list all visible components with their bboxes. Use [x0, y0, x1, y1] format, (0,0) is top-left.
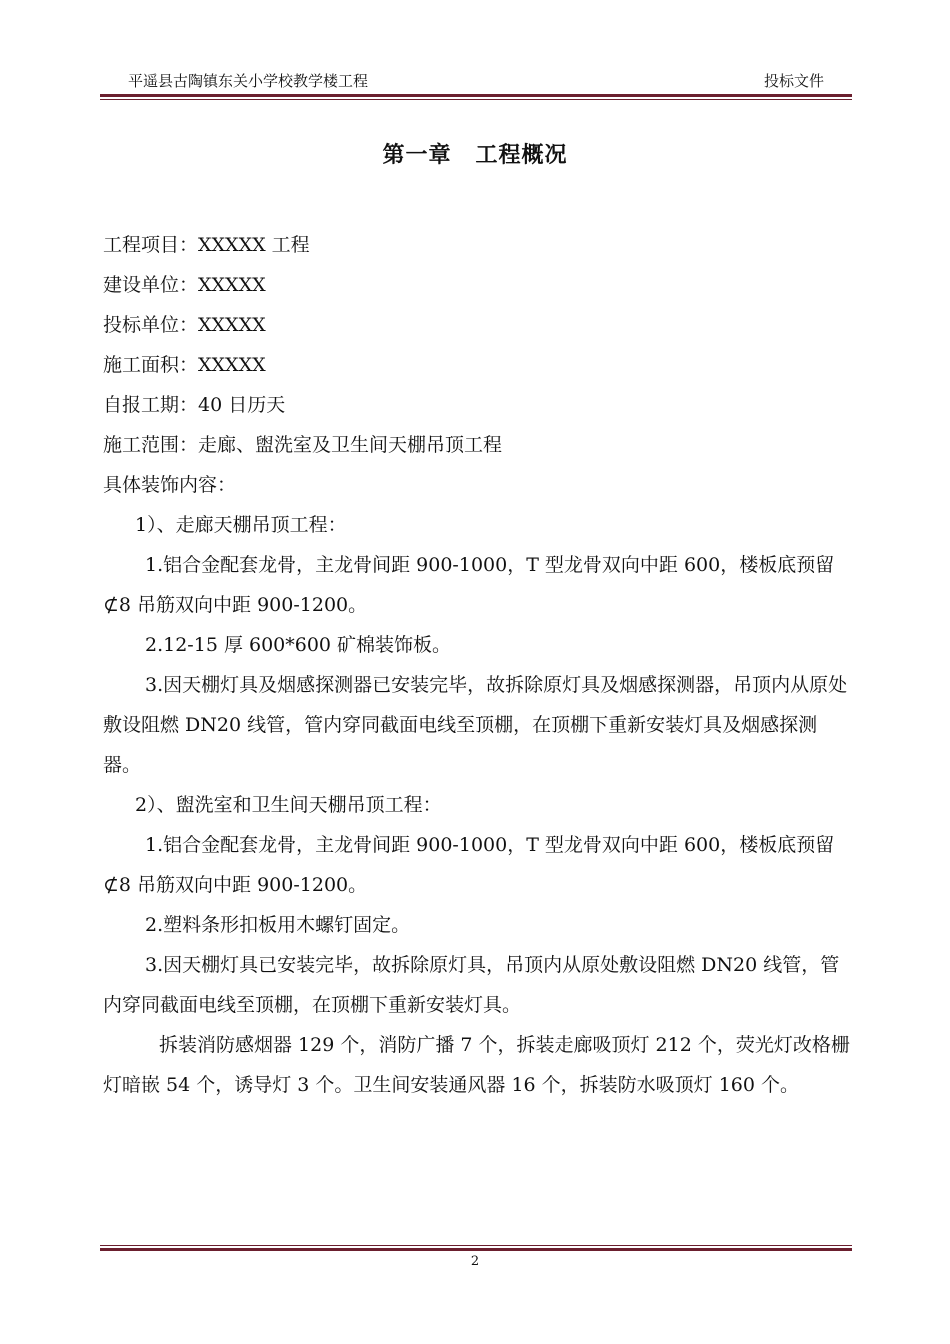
page-number: 2: [470, 1254, 480, 1269]
header-rule-thin: [100, 99, 852, 100]
footer-rule-thin: [100, 1245, 852, 1246]
section2-heading: 2）、盥洗室和卫生间天棚吊顶工程：: [135, 794, 442, 816]
header-rule-thick: [100, 94, 852, 97]
area-line: 施工面积：XXXXX: [103, 354, 266, 376]
section1-item1: 1.铝合金配套龙骨，主龙骨间距 900-1000，T 型龙骨双向中距 600，楼板底预留⊄8 吊筋双向中距 900-1200。: [103, 554, 835, 616]
section2-item2: 2.塑料条形扣板用木螺钉固定。: [145, 914, 411, 936]
section2-item1: 1.铝合金配套龙骨，主龙骨间距 900-1000，T 型龙骨双向中距 600，楼板底预留⊄8 吊筋双向中距 900-1200。: [103, 834, 835, 896]
builder-line: 建设单位：XXXXX: [103, 274, 266, 296]
chapter-title: [0, 138, 950, 169]
footer-rule-thick: [100, 1248, 852, 1251]
section1-item2: 2.12-15 厚 600*600 矿棉装饰板。: [145, 634, 452, 656]
header-project-name: 平遥县古陶镇东关小学校教学楼工程: [128, 72, 369, 90]
bidder-line: 投标单位：XXXXX: [103, 314, 266, 336]
chapter-number: 第一章: [382, 143, 452, 168]
duration-line: 自报工期：40 日历天: [103, 394, 286, 416]
project-line: 工程项目：XXXXX 工程: [103, 234, 310, 256]
document-body: [103, 225, 855, 1105]
section1-heading: 1）、走廊天棚吊顶工程：: [135, 514, 347, 536]
summary-paragraph: 拆装消防感烟器 129 个，消防广播 7 个，拆装走廊吸顶灯 212 个，荧光灯改格栅灯暗嵌 54 个，诱导灯 3 个。卫生间安装通风器 16 个，拆装防水吸顶灯 160 个。: [103, 1034, 850, 1096]
section2-item3: 3.因天棚灯具已安装完毕，故拆除原灯具，吊顶内从原处敷设阻燃 DN20 线管，管内穿同截面电线至顶棚，在顶棚下重新安装灯具。: [103, 954, 840, 1016]
page-header: [100, 68, 852, 92]
scope-line: 施工范围：走廊、盥洗室及卫生间天棚吊顶工程: [103, 434, 503, 456]
section1-item3: 3.因天棚灯具及烟感探测器已安装完毕，故拆除原灯具及烟感探测器，吊顶内从原处敷设阻燃 DN20 线管，管内穿同截面电线至顶棚，在顶棚下重新安装灯具及烟感探测器。: [103, 674, 848, 776]
content-heading: 具体装饰内容：: [103, 474, 237, 496]
chapter-name: 工程概况: [475, 143, 568, 168]
header-doc-type: 投标文件: [763, 72, 824, 90]
